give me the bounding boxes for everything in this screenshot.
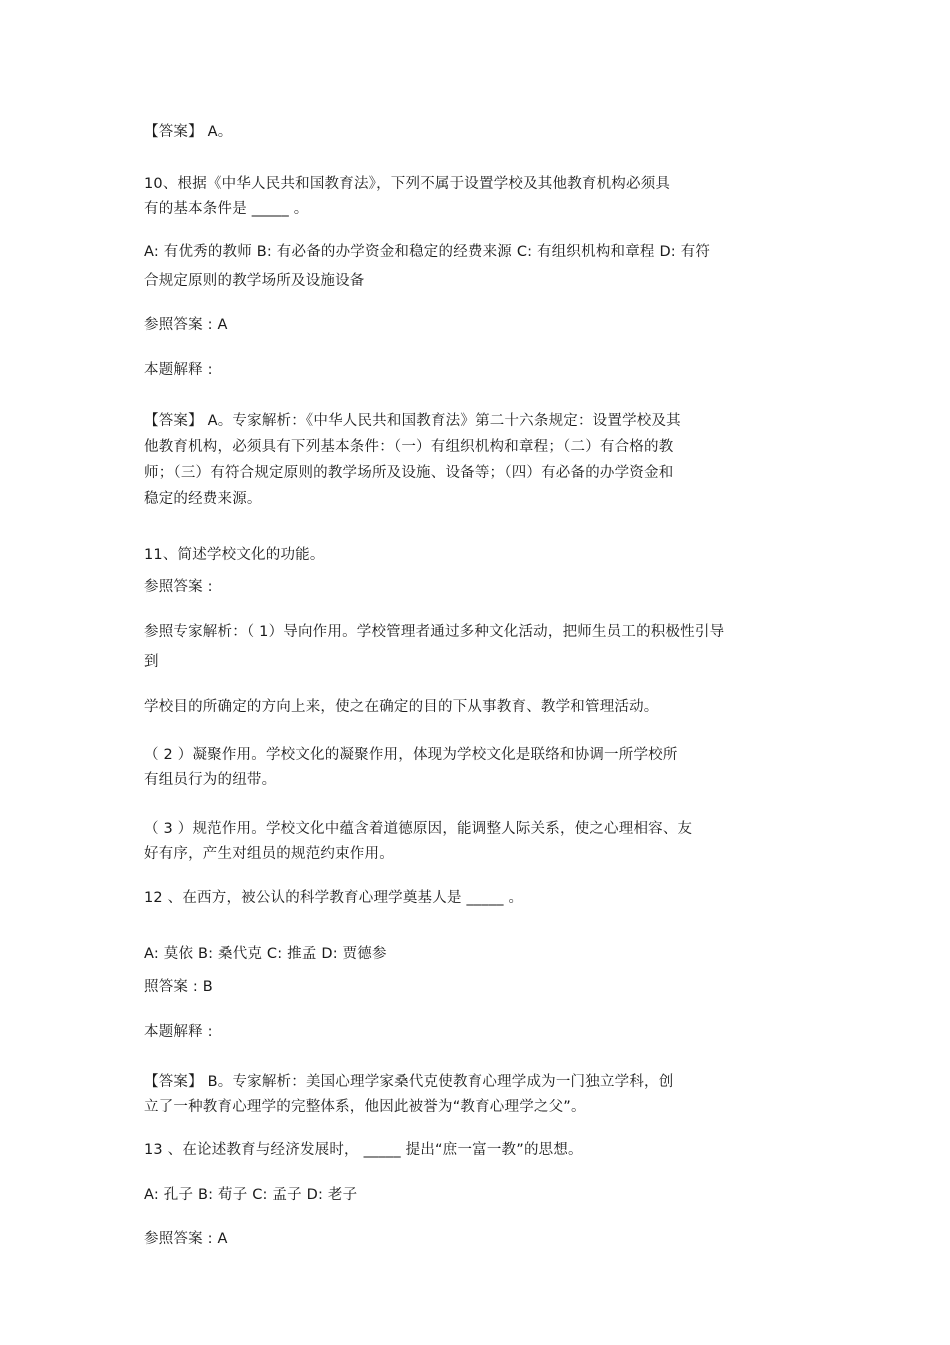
question-10-line-2: 有的基本条件是 _____ 。: [144, 201, 309, 217]
explanation-line-2: 他教育机构，必须具有下列基本条件：（一）有组织机构和章程；（二）有合格的教: [144, 439, 674, 455]
explanation-heading: 本题解释 :: [144, 1024, 213, 1040]
explanation-line-1: 【答案】 B。专家解析：美国心理学家桑代克使教育心理学成为一门独立学科，创: [144, 1074, 674, 1090]
reference-answer: 照答案 : B: [144, 979, 213, 995]
cohesion-line-1: （ 2 ）凝聚作用。学校文化的凝聚作用，体现为学校文化是联络和协调一所学校所: [144, 747, 678, 763]
answer-line: 【答案】 A。: [144, 124, 233, 140]
norm-line-2: 好有序，产生对组员的规范约束作用。: [144, 846, 394, 862]
explanation-line-3: 师；（三）有符合规定原则的教学场所及设施、设备等；（四）有必备的办学资金和: [144, 465, 674, 481]
analysis-line-1: 参照专家解析：（ 1）导向作用。学校管理者通过多种文化活动，把师生员工的积极性引导: [144, 624, 725, 640]
question-13-options: A: 孔子 B: 荀子 C: 孟子 D: 老子: [144, 1187, 358, 1203]
analysis-line-2: 到: [144, 654, 159, 670]
question-10-options-line-1: A: 有优秀的教师 B: 有必备的办学资金和稳定的经费来源 C: 有组织机构和章程 D: 有符: [144, 244, 711, 260]
question-12: 12 、在西方，被公认的科学教育心理学奠基人是 _____ 。: [144, 890, 524, 906]
reference-answer: 参照答案 :: [144, 579, 213, 595]
cohesion-line-2: 有组员行为的纽带。: [144, 772, 277, 788]
explanation-heading: 本题解释 :: [144, 362, 213, 378]
reference-answer: 参照答案 : A: [144, 1231, 228, 1247]
question-13: 13 、在论述教育与经济发展时， _____ 提出“庶一富一教”的思想。: [144, 1142, 583, 1158]
norm-line-1: （ 3 ）规范作用。学校文化中蕴含着道德原因，能调整人际关系，使之心理相容、友: [144, 821, 693, 837]
question-10-line-1: 10、根据《中华人民共和国教育法》，下列不属于设置学校及其他教育机构必须具: [144, 176, 671, 192]
question-11: 11、简述学校文化的功能。: [144, 547, 325, 563]
reference-answer: 参照答案 : A: [144, 317, 228, 333]
explanation-line-4: 稳定的经费来源。: [144, 491, 262, 507]
question-10-options-line-2: 合规定原则的教学场所及设施设备: [144, 273, 365, 289]
question-12-options: A: 莫依 B: 桑代克 C: 推孟 D: 贾德参: [144, 946, 387, 962]
explanation-line-1: 【答案】 A。专家解析：《中华人民共和国教育法》第二十六条规定：设置学校及其: [144, 413, 681, 429]
analysis-line-3: 学校目的所确定的方向上来，使之在确定的目的下从事教育、教学和管理活动。: [144, 699, 659, 715]
explanation-line-2: 立了一种教育心理学的完整体系，他因此被誉为“教育心理学之父”。: [144, 1099, 586, 1115]
